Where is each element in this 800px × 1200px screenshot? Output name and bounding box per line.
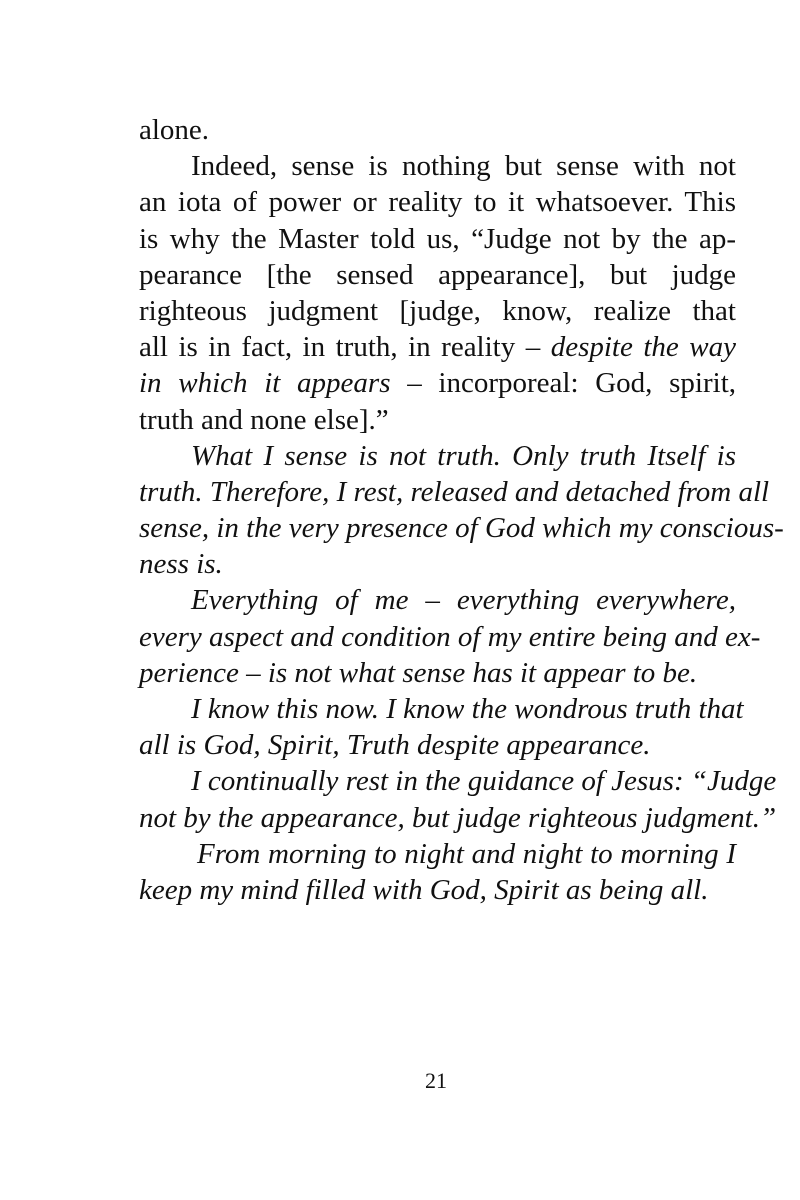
- italic-span: I know this now. I know the wondrous truth that: [191, 693, 744, 725]
- italic-span: ness is.: [139, 548, 223, 581]
- italic-span: What I sense is not truth. Only truth Itself is: [191, 439, 736, 472]
- paragraph-first-line: [139, 763, 777, 799]
- italic-span: every aspect and condition of my entire being and ex-: [139, 620, 761, 653]
- text-span: righteous judgment [judge, know, realize that: [139, 294, 736, 327]
- text-span: is why the Master told us, “Judge not by the ap-: [139, 222, 736, 255]
- text-line: [139, 727, 736, 763]
- text-line: [139, 872, 736, 908]
- paragraph-first-line: [139, 836, 736, 872]
- text-line: [139, 329, 736, 365]
- italic-span: Everything of me – everything everywhere,: [191, 584, 736, 617]
- italic-span: not by the appearance, but judge righteous judgment.”: [139, 801, 777, 834]
- italic-span: sense, in the very presence of God which my conscious-: [139, 512, 784, 545]
- text-line: [139, 655, 736, 691]
- text-span: alone.: [139, 114, 210, 146]
- paragraph-first-line: [139, 438, 736, 474]
- text-line: [139, 800, 777, 836]
- text-line: [139, 510, 784, 546]
- italic-span: perience – is not what sense has it appear to be.: [139, 656, 698, 689]
- italic-span: all is God, Spirit, Truth despite appearance.: [139, 729, 651, 762]
- text-line: [139, 546, 736, 582]
- text-span: all is in fact, in truth, in reality –: [139, 331, 551, 364]
- paragraph-first-line: [139, 691, 744, 727]
- italic-span: keep my mind filled with God, Spirit as being all.: [139, 873, 709, 906]
- text-line: [139, 221, 736, 257]
- text-line: [139, 474, 770, 510]
- page-number: 21: [425, 1068, 447, 1093]
- text-line: [139, 257, 736, 293]
- text-line: [139, 619, 761, 655]
- italic-span: in which it appears: [139, 367, 391, 400]
- italic-span: despite the way: [550, 331, 736, 364]
- text-span: pearance [the sensed appearance], but judge: [139, 258, 736, 291]
- text-span: truth and none else].”: [139, 403, 389, 436]
- text-line: [139, 112, 736, 148]
- text-span: Indeed, sense is nothing but sense with not: [191, 150, 736, 183]
- italic-span: truth. Therefore, I rest, released and detached from all: [139, 475, 770, 508]
- italic-span: From morning to night and night to morning I: [197, 837, 736, 870]
- paragraph-first-line: [139, 148, 736, 184]
- text-span: – incorporeal: God, spirit,: [390, 367, 736, 400]
- italic-span: I continually rest in the guidance of Jesus: “Judge: [191, 765, 777, 798]
- text-line: [139, 184, 736, 220]
- text-span: an iota of power or reality to it whatsoever. This: [139, 186, 736, 219]
- page-body: [139, 112, 784, 908]
- text-line: [139, 293, 736, 329]
- paragraph-first-line: [139, 582, 736, 618]
- text-line: [139, 402, 736, 438]
- text-line: [139, 365, 736, 401]
